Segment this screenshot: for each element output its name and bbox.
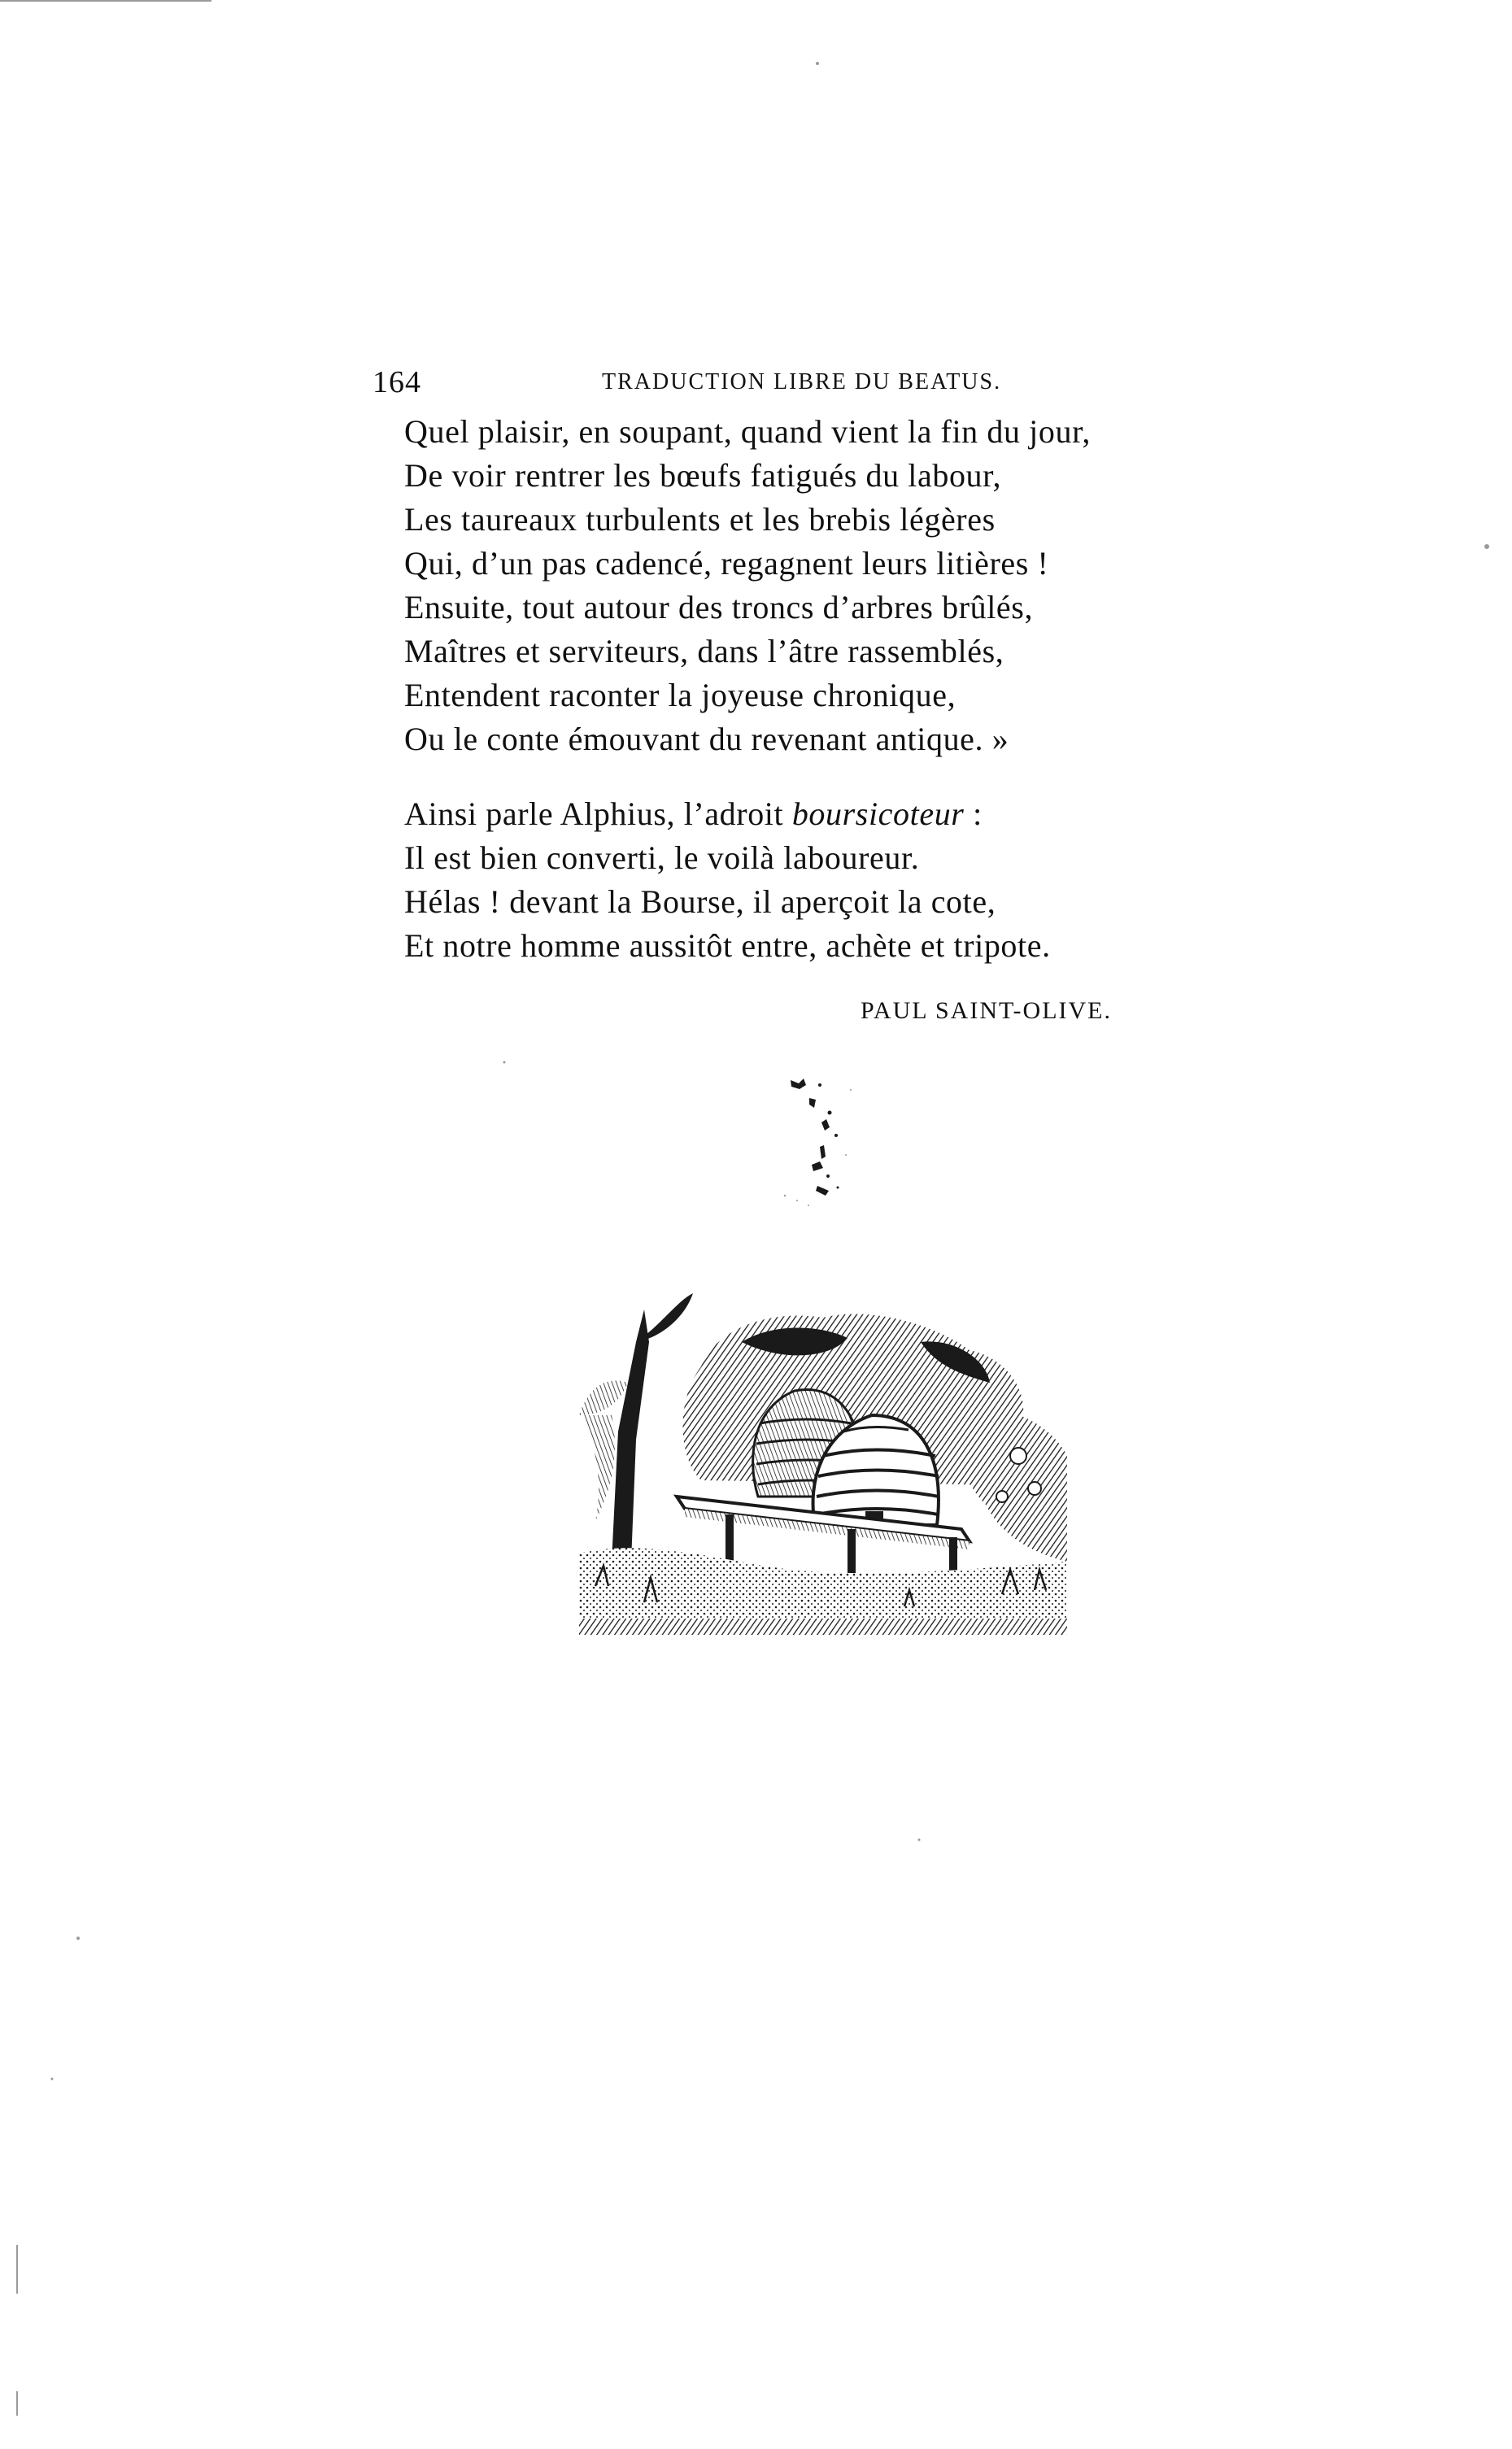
running-title: TRADUCTION LIBRE DU BEATUS. — [602, 369, 1002, 394]
page-number: 164 — [373, 365, 421, 399]
author-signature: PAUL SAINT-OLIVE. — [861, 997, 1113, 1024]
verse-line: Qui, d’un pas cadencé, regagnent leurs litières ! — [404, 545, 1049, 582]
running-head — [373, 364, 1186, 405]
verse-line: Ou le conte émouvant du revenant antique. » — [404, 721, 1009, 757]
verse-line: Hélas ! devant la Bourse, il aperçoit la cote, — [404, 883, 996, 920]
verse-line: Et notre homme aussitôt entre, achète et tripote. — [404, 927, 1051, 964]
verse-line: De voir rentrer les bœufs fatigués du labour, — [404, 457, 1002, 494]
ink-specks-ornament — [773, 1074, 895, 1253]
poem-stanza-2 — [404, 792, 1258, 968]
verse-line: Quel plaisir, en soupant, quand vient la fin du jour, — [404, 413, 1091, 450]
verse-line: Les taureaux turbulents et les brebis légères — [404, 501, 996, 538]
verse-line: Il est bien converti, le voilà laboureur. — [404, 839, 920, 876]
italic-word: boursicoteur — [791, 795, 965, 832]
beehive-woodcut-icon — [579, 1293, 1067, 1635]
verse-line: Entendent raconter la joyeuse chronique, — [404, 677, 956, 713]
verse-text: Ainsi parle Alphius, l’adroit — [404, 795, 792, 832]
verse-line — [404, 792, 1258, 836]
poem-stanza-1 — [404, 410, 1258, 761]
verse-text: : — [964, 795, 983, 832]
verse-line: Ensuite, tout autour des troncs d’arbres brûlés, — [404, 589, 1034, 625]
verse-line: Maîtres et serviteurs, dans l’âtre rassemblés, — [404, 633, 1004, 669]
